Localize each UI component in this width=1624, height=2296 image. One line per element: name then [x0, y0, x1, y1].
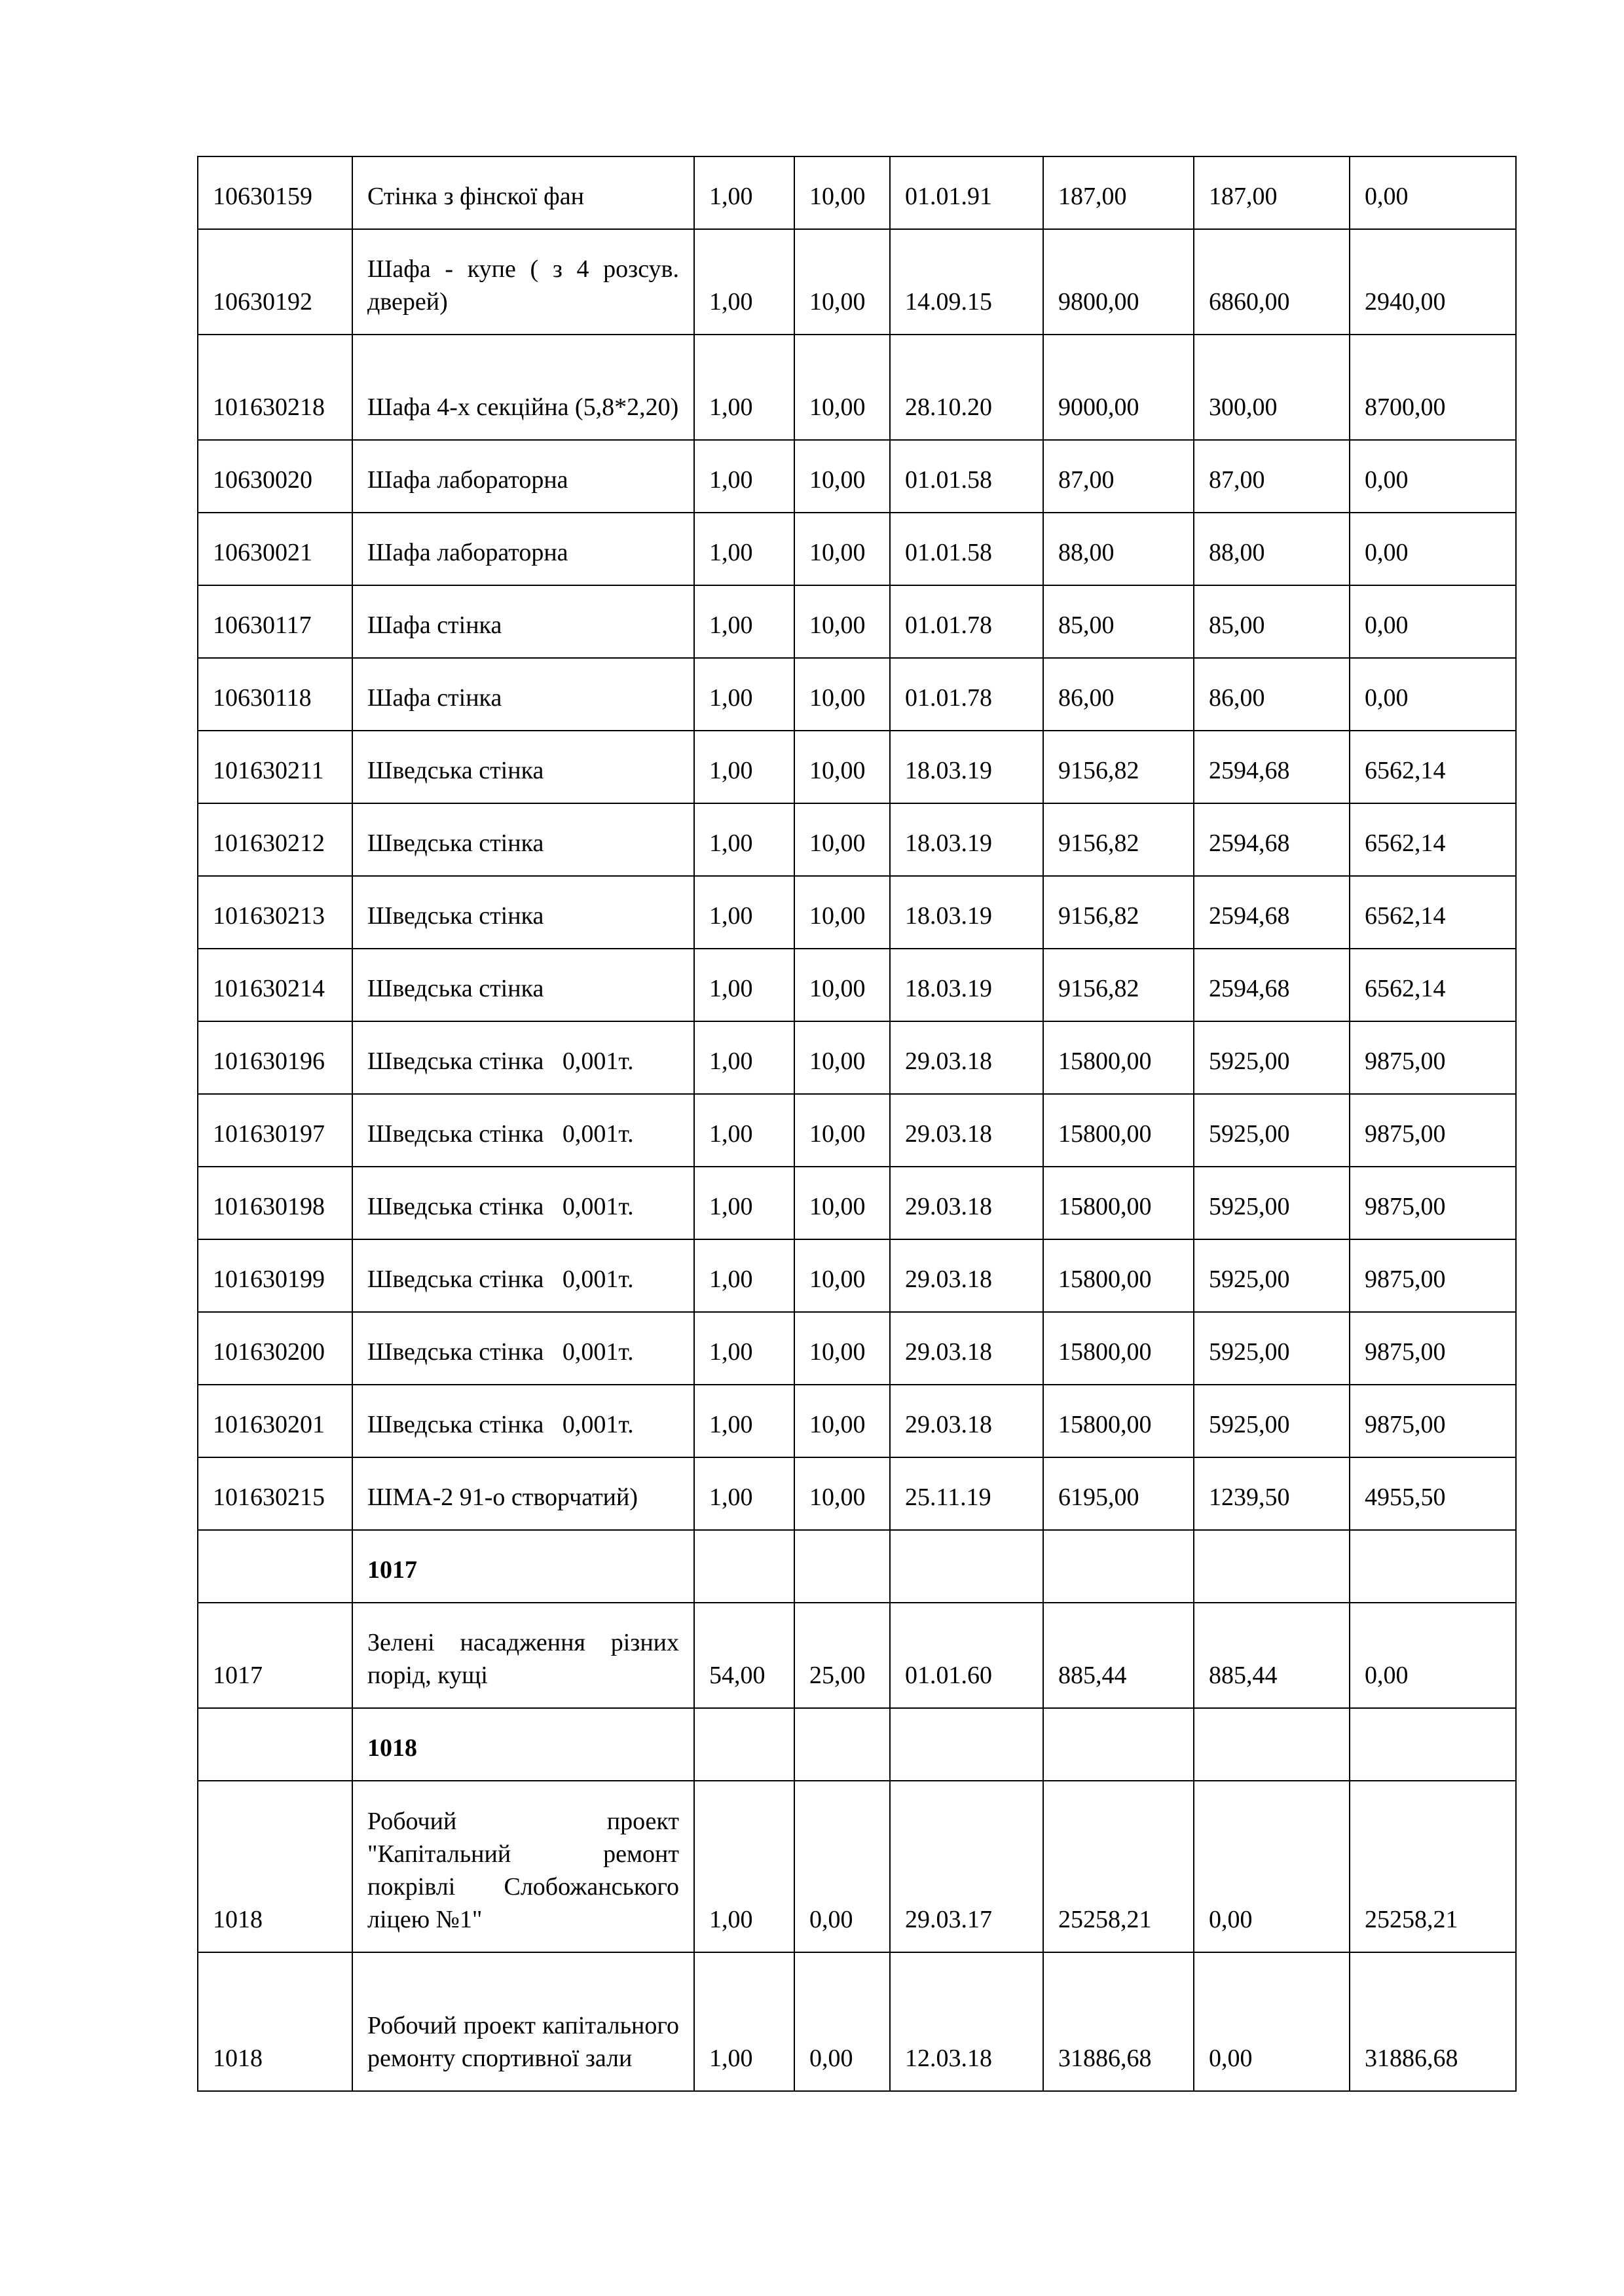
inventory-number-cell: 10630118	[198, 658, 352, 731]
item-name-cell: Шафа лабораторна	[352, 513, 694, 585]
residual-value-cell: 9875,00	[1350, 1385, 1516, 1457]
depreciation-rate-cell: 10,00	[794, 1239, 890, 1312]
residual-value-cell: 9875,00	[1350, 1021, 1516, 1094]
table-row	[198, 1781, 1516, 1952]
residual-value-cell: 0,00	[1350, 440, 1516, 513]
inventory-number-cell: 10630117	[198, 585, 352, 658]
residual-value-cell	[1350, 1708, 1516, 1781]
quantity-cell: 1,00	[694, 229, 794, 335]
commission-date-cell: 01.01.60	[890, 1603, 1043, 1708]
item-name-cell: Шведська стінка 0,001т.	[352, 1021, 694, 1094]
commission-date-cell: 18.03.19	[890, 731, 1043, 803]
quantity-cell: 1,00	[694, 1167, 794, 1239]
quantity-cell: 1,00	[694, 949, 794, 1021]
initial-value-cell: 15800,00	[1043, 1021, 1194, 1094]
accumulated-depreciation-cell: 6860,00	[1194, 229, 1350, 335]
initial-value-cell: 15800,00	[1043, 1239, 1194, 1312]
table-row	[198, 513, 1516, 585]
inventory-number-cell: 1018	[198, 1952, 352, 2091]
accumulated-depreciation-cell: 88,00	[1194, 513, 1350, 585]
residual-value-cell: 0,00	[1350, 585, 1516, 658]
depreciation-rate-cell: 10,00	[794, 731, 890, 803]
quantity-cell: 1,00	[694, 658, 794, 731]
depreciation-rate-cell: 10,00	[794, 1094, 890, 1167]
commission-date-cell	[890, 1530, 1043, 1603]
item-name-cell: 1017	[352, 1530, 694, 1603]
table-row	[198, 1603, 1516, 1708]
table-row	[198, 1094, 1516, 1167]
initial-value-cell: 885,44	[1043, 1603, 1194, 1708]
residual-value-cell: 0,00	[1350, 513, 1516, 585]
table-row	[198, 1021, 1516, 1094]
residual-value-cell: 0,00	[1350, 658, 1516, 731]
depreciation-rate-cell: 10,00	[794, 1385, 890, 1457]
commission-date-cell: 18.03.19	[890, 876, 1043, 949]
initial-value-cell: 25258,21	[1043, 1781, 1194, 1952]
item-name-cell: Шафа 4-х секційна (5,8*2,20)	[352, 335, 694, 440]
residual-value-cell: 0,00	[1350, 156, 1516, 229]
commission-date-cell: 29.03.18	[890, 1094, 1043, 1167]
table-row	[198, 335, 1516, 440]
table-row	[198, 1952, 1516, 2091]
depreciation-rate-cell: 10,00	[794, 949, 890, 1021]
initial-value-cell: 31886,68	[1043, 1952, 1194, 2091]
item-name-cell: Шведська стінка 0,001т.	[352, 1239, 694, 1312]
table-row	[198, 1457, 1516, 1530]
item-name-cell: Шафа стінка	[352, 585, 694, 658]
accumulated-depreciation-cell: 0,00	[1194, 1781, 1350, 1952]
accumulated-depreciation-cell: 5925,00	[1194, 1021, 1350, 1094]
depreciation-rate-cell: 10,00	[794, 1021, 890, 1094]
item-name-cell: Шведська стінка 0,001т.	[352, 1385, 694, 1457]
table-row	[198, 440, 1516, 513]
initial-value-cell	[1043, 1708, 1194, 1781]
depreciation-rate-cell: 0,00	[794, 1781, 890, 1952]
inventory-number-cell: 101630211	[198, 731, 352, 803]
item-name-cell: Шведська стінка 0,001т.	[352, 1094, 694, 1167]
quantity-cell: 1,00	[694, 876, 794, 949]
inventory-number-cell: 101630212	[198, 803, 352, 876]
initial-value-cell: 187,00	[1043, 156, 1194, 229]
item-name-cell: Шведська стінка 0,001т.	[352, 1167, 694, 1239]
accumulated-depreciation-cell: 5925,00	[1194, 1312, 1350, 1385]
commission-date-cell: 18.03.19	[890, 803, 1043, 876]
quantity-cell: 1,00	[694, 731, 794, 803]
commission-date-cell: 18.03.19	[890, 949, 1043, 1021]
item-name-cell: Шафа - купе ( з 4 розсув. дверей)	[352, 229, 694, 335]
residual-value-cell: 0,00	[1350, 1603, 1516, 1708]
commission-date-cell: 28.10.20	[890, 335, 1043, 440]
inventory-number-cell: 101630198	[198, 1167, 352, 1239]
quantity-cell: 1,00	[694, 1457, 794, 1530]
asset-inventory-table	[197, 156, 1517, 2092]
residual-value-cell: 25258,21	[1350, 1781, 1516, 1952]
quantity-cell: 1,00	[694, 585, 794, 658]
accumulated-depreciation-cell: 5925,00	[1194, 1094, 1350, 1167]
inventory-number-cell: 10630192	[198, 229, 352, 335]
table-row	[198, 876, 1516, 949]
quantity-cell: 1,00	[694, 1094, 794, 1167]
item-name-cell: Шафа лабораторна	[352, 440, 694, 513]
residual-value-cell: 6562,14	[1350, 876, 1516, 949]
accumulated-depreciation-cell: 2594,68	[1194, 949, 1350, 1021]
table-row	[198, 229, 1516, 335]
depreciation-rate-cell	[794, 1530, 890, 1603]
residual-value-cell: 2940,00	[1350, 229, 1516, 335]
accumulated-depreciation-cell: 87,00	[1194, 440, 1350, 513]
table-row	[198, 1239, 1516, 1312]
accumulated-depreciation-cell: 85,00	[1194, 585, 1350, 658]
residual-value-cell: 6562,14	[1350, 731, 1516, 803]
accumulated-depreciation-cell: 1239,50	[1194, 1457, 1350, 1530]
initial-value-cell: 15800,00	[1043, 1385, 1194, 1457]
accumulated-depreciation-cell	[1194, 1708, 1350, 1781]
item-name-cell: Робочий проект капітального ремонту спортивної зали	[352, 1952, 694, 2091]
inventory-number-cell: 10630159	[198, 156, 352, 229]
item-name-cell: Шведська стінка	[352, 876, 694, 949]
inventory-number-cell: 101630215	[198, 1457, 352, 1530]
accumulated-depreciation-cell: 86,00	[1194, 658, 1350, 731]
initial-value-cell: 9156,82	[1043, 731, 1194, 803]
quantity-cell: 1,00	[694, 440, 794, 513]
initial-value-cell: 15800,00	[1043, 1094, 1194, 1167]
commission-date-cell: 29.03.18	[890, 1312, 1043, 1385]
initial-value-cell: 9156,82	[1043, 803, 1194, 876]
table-row	[198, 731, 1516, 803]
table-row	[198, 803, 1516, 876]
quantity-cell: 1,00	[694, 1952, 794, 2091]
residual-value-cell: 4955,50	[1350, 1457, 1516, 1530]
item-name-cell: Шафа стінка	[352, 658, 694, 731]
quantity-cell: 1,00	[694, 1021, 794, 1094]
initial-value-cell: 15800,00	[1043, 1312, 1194, 1385]
commission-date-cell	[890, 1708, 1043, 1781]
initial-value-cell: 9156,82	[1043, 876, 1194, 949]
depreciation-rate-cell: 10,00	[794, 440, 890, 513]
quantity-cell	[694, 1708, 794, 1781]
initial-value-cell: 6195,00	[1043, 1457, 1194, 1530]
depreciation-rate-cell: 10,00	[794, 1312, 890, 1385]
accumulated-depreciation-cell: 5925,00	[1194, 1385, 1350, 1457]
initial-value-cell: 15800,00	[1043, 1167, 1194, 1239]
quantity-cell: 1,00	[694, 1781, 794, 1952]
inventory-number-cell	[198, 1708, 352, 1781]
residual-value-cell: 9875,00	[1350, 1167, 1516, 1239]
inventory-number-cell: 1017	[198, 1603, 352, 1708]
residual-value-cell: 9875,00	[1350, 1312, 1516, 1385]
depreciation-rate-cell: 10,00	[794, 803, 890, 876]
inventory-number-cell: 101630214	[198, 949, 352, 1021]
inventory-number-cell: 10630021	[198, 513, 352, 585]
commission-date-cell: 29.03.18	[890, 1021, 1043, 1094]
item-name-cell: 1018	[352, 1708, 694, 1781]
commission-date-cell: 25.11.19	[890, 1457, 1043, 1530]
initial-value-cell: 86,00	[1043, 658, 1194, 731]
residual-value-cell: 9875,00	[1350, 1094, 1516, 1167]
depreciation-rate-cell: 10,00	[794, 585, 890, 658]
accumulated-depreciation-cell: 2594,68	[1194, 731, 1350, 803]
accumulated-depreciation-cell: 5925,00	[1194, 1239, 1350, 1312]
item-name-cell: Робочий проект "Капітальний ремонт покрівлі Слобожанського ліцею №1"	[352, 1781, 694, 1952]
accumulated-depreciation-cell: 0,00	[1194, 1952, 1350, 2091]
residual-value-cell: 6562,14	[1350, 803, 1516, 876]
table-row	[198, 949, 1516, 1021]
table-row	[198, 658, 1516, 731]
residual-value-cell: 6562,14	[1350, 949, 1516, 1021]
initial-value-cell	[1043, 1530, 1194, 1603]
inventory-number-cell	[198, 1530, 352, 1603]
depreciation-rate-cell: 25,00	[794, 1603, 890, 1708]
item-name-cell: Зелені насадження різних порід, кущі	[352, 1603, 694, 1708]
inventory-number-cell: 1018	[198, 1781, 352, 1952]
initial-value-cell: 9156,82	[1043, 949, 1194, 1021]
quantity-cell: 1,00	[694, 803, 794, 876]
initial-value-cell: 9000,00	[1043, 335, 1194, 440]
depreciation-rate-cell: 0,00	[794, 1952, 890, 2091]
table-row	[198, 1167, 1516, 1239]
accumulated-depreciation-cell: 885,44	[1194, 1603, 1350, 1708]
item-name-cell: Шведська стінка	[352, 949, 694, 1021]
accumulated-depreciation-cell: 5925,00	[1194, 1167, 1350, 1239]
quantity-cell	[694, 1530, 794, 1603]
commission-date-cell: 14.09.15	[890, 229, 1043, 335]
residual-value-cell: 8700,00	[1350, 335, 1516, 440]
commission-date-cell: 01.01.78	[890, 658, 1043, 731]
quantity-cell: 1,00	[694, 1312, 794, 1385]
commission-date-cell: 29.03.18	[890, 1239, 1043, 1312]
commission-date-cell: 01.01.58	[890, 440, 1043, 513]
table-row	[198, 585, 1516, 658]
residual-value-cell: 9875,00	[1350, 1239, 1516, 1312]
table-body	[198, 156, 1516, 2091]
depreciation-rate-cell: 10,00	[794, 658, 890, 731]
commission-date-cell: 29.03.18	[890, 1385, 1043, 1457]
depreciation-rate-cell: 10,00	[794, 1457, 890, 1530]
quantity-cell: 1,00	[694, 156, 794, 229]
depreciation-rate-cell: 10,00	[794, 335, 890, 440]
inventory-number-cell: 101630213	[198, 876, 352, 949]
commission-date-cell: 01.01.58	[890, 513, 1043, 585]
item-name-cell: Шведська стінка	[352, 731, 694, 803]
table-row	[198, 1385, 1516, 1457]
inventory-number-cell: 101630218	[198, 335, 352, 440]
depreciation-rate-cell: 10,00	[794, 876, 890, 949]
accumulated-depreciation-cell	[1194, 1530, 1350, 1603]
initial-value-cell: 87,00	[1043, 440, 1194, 513]
inventory-number-cell: 101630201	[198, 1385, 352, 1457]
item-name-cell: Шведська стінка 0,001т.	[352, 1312, 694, 1385]
initial-value-cell: 85,00	[1043, 585, 1194, 658]
depreciation-rate-cell: 10,00	[794, 156, 890, 229]
table-row	[198, 156, 1516, 229]
depreciation-rate-cell: 10,00	[794, 513, 890, 585]
quantity-cell: 1,00	[694, 513, 794, 585]
initial-value-cell: 88,00	[1043, 513, 1194, 585]
commission-date-cell: 12.03.18	[890, 1952, 1043, 2091]
inventory-number-cell: 10630020	[198, 440, 352, 513]
commission-date-cell: 29.03.17	[890, 1781, 1043, 1952]
depreciation-rate-cell	[794, 1708, 890, 1781]
accumulated-depreciation-cell: 2594,68	[1194, 876, 1350, 949]
item-name-cell: ШМА-2 91-о створчатий)	[352, 1457, 694, 1530]
inventory-number-cell: 101630199	[198, 1239, 352, 1312]
commission-date-cell: 29.03.18	[890, 1167, 1043, 1239]
depreciation-rate-cell: 10,00	[794, 1167, 890, 1239]
table-row	[198, 1312, 1516, 1385]
commission-date-cell: 01.01.78	[890, 585, 1043, 658]
quantity-cell: 1,00	[694, 1239, 794, 1312]
group-header-row	[198, 1708, 1516, 1781]
group-header-row	[198, 1530, 1516, 1603]
quantity-cell: 1,00	[694, 335, 794, 440]
quantity-cell: 54,00	[694, 1603, 794, 1708]
accumulated-depreciation-cell: 2594,68	[1194, 803, 1350, 876]
item-name-cell: Стінка з фінскої фан	[352, 156, 694, 229]
accumulated-depreciation-cell: 300,00	[1194, 335, 1350, 440]
inventory-number-cell: 101630197	[198, 1094, 352, 1167]
residual-value-cell: 31886,68	[1350, 1952, 1516, 2091]
initial-value-cell: 9800,00	[1043, 229, 1194, 335]
inventory-number-cell: 101630196	[198, 1021, 352, 1094]
item-name-cell: Шведська стінка	[352, 803, 694, 876]
commission-date-cell: 01.01.91	[890, 156, 1043, 229]
quantity-cell: 1,00	[694, 1385, 794, 1457]
inventory-number-cell: 101630200	[198, 1312, 352, 1385]
accumulated-depreciation-cell: 187,00	[1194, 156, 1350, 229]
residual-value-cell	[1350, 1530, 1516, 1603]
depreciation-rate-cell: 10,00	[794, 229, 890, 335]
